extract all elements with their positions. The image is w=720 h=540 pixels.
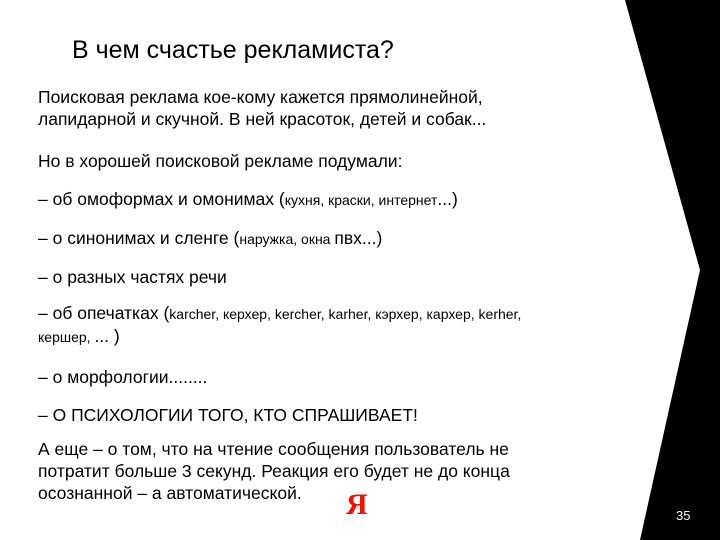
intro-paragraph (38, 86, 486, 130)
item-morphology: – о морфологии........ (38, 367, 208, 387)
item-typos-line-2 (38, 325, 521, 348)
yandex-logo: Я (346, 488, 368, 521)
lead-paragraph: Но в хорошей поисковой рекламе подумали: (38, 151, 403, 171)
item-parts-of-speech: – о разных частях речи (38, 267, 227, 287)
intro-line-1: Поисковая реклама кое-кому кажется прямолинейной, (38, 87, 483, 107)
item-homonyms-tail: ...) (437, 189, 458, 209)
item-typos-examples-2: кершер, (38, 329, 95, 345)
chevron-polygon (625, 0, 720, 540)
item-synonyms-main: – о синонимах и сленге ( (38, 228, 240, 248)
item-synonyms (38, 227, 382, 250)
item-psychology: – О ПСИХОЛОГИИ ТОГО, КТО СПРАШИВАЕТ! (38, 405, 418, 425)
item-homonyms (38, 188, 458, 211)
item-typos-tail: ... ) (94, 326, 120, 346)
item-homonyms-main: – об омоформах и омонимах ( (38, 189, 285, 209)
item-typos-main: – об опечатках ( (38, 303, 170, 323)
closing-line-3: осознанной – а автоматической. (38, 483, 302, 503)
slide-title: В чем счастье рекламиста? (72, 36, 394, 64)
item-typos-line-1 (38, 302, 521, 325)
closing-paragraph (38, 438, 510, 504)
item-homonyms-examples: кухня, краски, интернет (284, 192, 438, 208)
closing-line-1: А еще – о том, что на чтение сообщения пользователь не (38, 439, 509, 459)
item-synonyms-tail: пвх...) (334, 228, 383, 248)
item-typos-examples: karcher, керхер, kercher, karher, кэрхер, кархер, kerher, (169, 306, 522, 322)
closing-line-2: потратит больше 3 секунд. Реакция его будет не до конца (38, 461, 510, 481)
page-number: 35 (676, 508, 691, 523)
intro-line-2: лапидарной и скучной. В ней красоток, детей и собак... (38, 109, 487, 129)
item-synonyms-examples: наружка, окна (239, 231, 335, 247)
item-typos (38, 302, 521, 348)
